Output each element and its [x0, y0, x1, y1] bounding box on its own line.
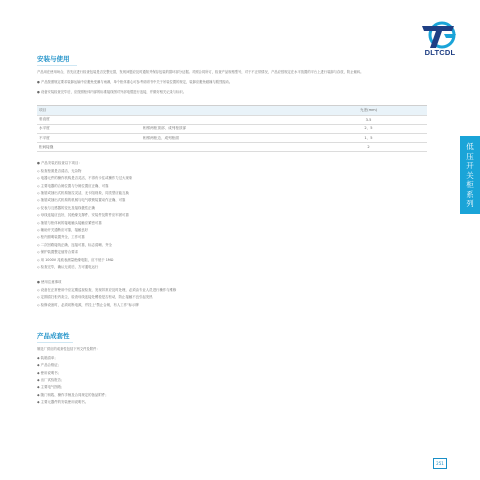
table-row	[37, 143, 427, 152]
list-item: ◇ 抽屉或抽出式机构抽拉灵活，无卡阻现象，同类型应能互换	[37, 190, 129, 195]
table-cell	[141, 143, 310, 152]
list-item: ◆ 产品合格证；	[37, 363, 62, 368]
list-item: ◆ 随门钥匙、操作手柄及合同规定的备品附件；	[37, 392, 109, 397]
table-row	[37, 124, 427, 133]
list-item: ◇ 用 1000V 兆欧表测量绝缘电阻，应不低于 1MΩ	[37, 257, 114, 262]
table-cell: 1、5	[310, 133, 427, 142]
list-item: ◇ 检查完毕，确认无误后，方可通电运行	[37, 265, 99, 270]
intro-paragraph-3: ● 设备安装检查完毕后，应按照柜体内部的标准接线图对外部电缆进行连接，并做好相关记录与标识。	[37, 89, 186, 94]
list-item: ◇ 检修设备时，必须切断电源，并挂上"禁止合闸，有人工作"标示牌	[37, 302, 139, 307]
list-item: ◇ 抽屉或抽出式机构的机械与电气联锁装置动作正确、可靠	[37, 198, 126, 203]
intro-paragraph-1: 产品用在使用场合，首先应进行检查包装是否完整无损，发现问题应及时通知并保存包装的损坏部分证据。对照合同所订，检查产品规格型号，对于不正常情况，产品应按规定在水平放置的平台上进行装卸与存放，防止倾斜。	[37, 70, 364, 74]
section-title-installation: 安装与使用	[37, 54, 77, 66]
list-item: ◇ 定期清扫柜内灰尘，检查母线连接处螺栓是否松动，防止接触不良引起发热	[37, 295, 153, 300]
table-header-tolerance: 允差(mm)	[310, 106, 427, 115]
list-item: ◇ 抽屉与柜体间的接地触头接触应紧密可靠	[37, 220, 102, 225]
notes-title: ● 使用注意事项	[37, 280, 62, 285]
list-item: ◆ 使用说明书；	[37, 370, 62, 375]
completeness-list	[37, 355, 427, 407]
table-header-desc	[141, 106, 310, 115]
list-item: ◇ 检查柜面是否清洁，无杂物	[37, 168, 82, 173]
table-cell: 3.5	[310, 115, 427, 124]
table-cell: 相邻两柜顶部、成列柜顶部	[141, 124, 310, 133]
list-item: ◆ 装箱清单；	[37, 355, 58, 360]
list-item: ◇ 仪表与互感器的变比及接线极性正确	[37, 205, 95, 210]
list-item: ◇ 保护装置整定值符合要求	[37, 250, 78, 255]
intro-paragraph-2: ● 产品按照规定要求装卸运输中应避免受潮与雨淋，单个柜体重心可参考说明书中关于吊装位置的规定，装卸应避免碰撞与剧烈振动。	[37, 79, 233, 84]
table-header-item: 项目	[37, 106, 141, 115]
checks-title: ● 产品安装后检查以下项目：	[37, 161, 82, 166]
section-title-completeness: 产品成套性	[37, 331, 73, 343]
notes-list	[37, 279, 427, 309]
list-item: ◇ 电器元件的操作机构是否灵活，不得有卡住或操作力过大现象	[37, 176, 133, 181]
list-item: ◆ 主要元器件的安装使用说明书。	[37, 400, 89, 405]
table-cell: 不平度	[37, 133, 141, 142]
page-number: 251	[433, 458, 447, 469]
table-row	[37, 133, 427, 142]
page-content	[37, 54, 427, 407]
section-completeness	[37, 331, 427, 407]
list-item: ◆ 出厂试验报告；	[37, 378, 65, 383]
logo-mark-icon	[418, 20, 460, 50]
brand-name: DLTCDL	[424, 48, 456, 57]
table-cell: 水平度	[37, 124, 141, 133]
table-cell: 相邻两柜边、成列柜面	[141, 133, 310, 142]
side-tab-category	[460, 136, 480, 214]
table-header-row	[37, 106, 427, 115]
list-item: ◇ 二次回路接线正确，连接可靠，标志清晰、齐全	[37, 242, 112, 247]
list-item: ◇ 母线连接应良好，其绝缘支撑件、安装件及附件应牢固可靠	[37, 213, 129, 218]
list-item: ◇ 辅助开关通断应可靠，接触良好	[37, 227, 89, 232]
table-row	[37, 115, 427, 124]
table-cell: 2、5	[310, 124, 427, 133]
table-cell: 2	[310, 143, 427, 152]
list-item: ◇ 设备在正常使用中应定期巡视检查，发现异常应及时处理，必须由专业人员进行操作与维修	[37, 287, 177, 292]
side-tab-label: 低压开关柜系列	[466, 142, 474, 208]
list-item: ◇ 主要电器的合闸位置与分闸位置应正确、可靠	[37, 183, 109, 188]
completeness-intro: 制造厂供应的成套性包括下列文件及附件：	[37, 347, 100, 352]
tolerance-table	[37, 105, 427, 152]
table-cell: 柜间接缝	[37, 143, 141, 152]
checks-list	[37, 160, 427, 271]
list-item: ◆ 主要电气图纸；	[37, 385, 65, 390]
list-item: ◇ 柜内照明装置齐全，工作可靠	[37, 235, 85, 240]
table-cell	[141, 115, 310, 124]
table-cell: 垂直度	[37, 115, 141, 124]
